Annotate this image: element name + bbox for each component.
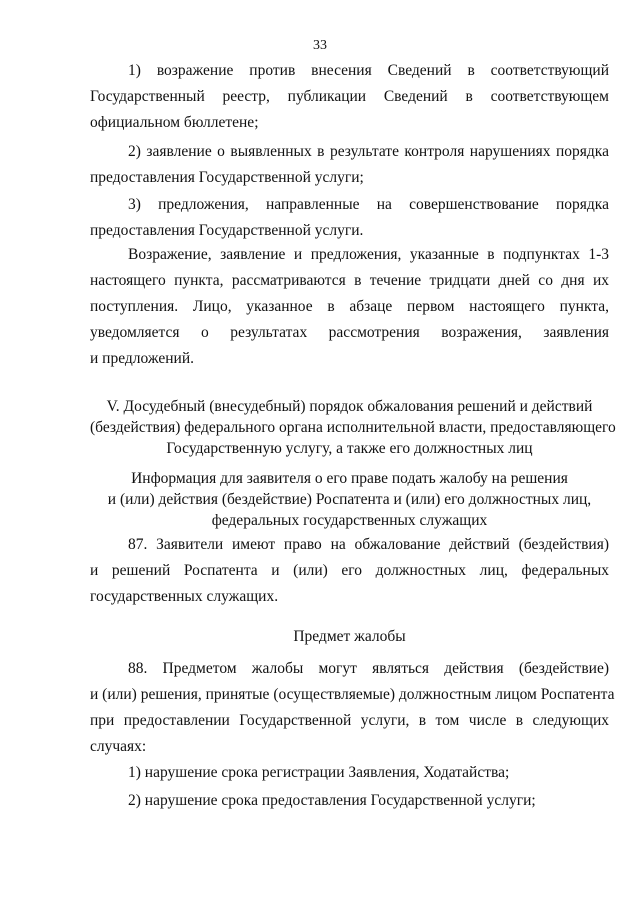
list-item-2-line-1: 2) заявление о выявленных в результате контроля нарушениях порядка bbox=[128, 143, 609, 160]
objection-paragraph-line-1: Возражение, заявление и предложения, указанные в подпунктах 1-3 bbox=[128, 246, 609, 263]
paragraph-87-line-1: 87. Заявители имеют право на обжалование действий (бездействия) bbox=[128, 536, 609, 553]
paragraph-88-line-1: 88. Предметом жалобы могут являться действия (бездействие) bbox=[128, 660, 609, 677]
list-item-3-line-2: предоставления Государственной услуги. bbox=[90, 222, 364, 239]
paragraph-88-line-2: и (или) решения, принятые (осуществляемые) должностным лицом Роспатента bbox=[90, 686, 615, 703]
info-heading-line-3: федеральных государственных служащих bbox=[211, 512, 488, 529]
info-heading-line-1: Информация для заявителя о его праве подать жалобу на решения bbox=[131, 470, 568, 487]
objection-paragraph-line-4: уведомляется о результатах рассмотрения возражения, заявления bbox=[90, 324, 609, 341]
objection-paragraph-line-3: поступления. Лицо, указанное в абзаце первом настоящего пункта, bbox=[90, 298, 609, 315]
list-item-2-line-2: предоставления Государственной услуги; bbox=[90, 169, 364, 186]
section-v-heading-line-3: Государственную услугу, а также его должностных лиц bbox=[166, 440, 533, 457]
paragraph-87-line-2: и решений Роспатента и (или) его должностных лиц, федеральных bbox=[90, 562, 609, 579]
section-v-heading-line-1: V. Досудебный (внесудебный) порядок обжалования решений и действий bbox=[106, 398, 593, 415]
list-88-item-2: 2) нарушение срока предоставления Государственной услуги; bbox=[128, 792, 536, 809]
section-v-heading-line-2: (бездействия) федерального органа исполнительной власти, предоставляющего bbox=[90, 419, 616, 436]
subject-heading: Предмет жалобы bbox=[293, 628, 406, 645]
objection-paragraph-line-2: настоящего пункта, рассматриваются в течение тридцати дней со дня их bbox=[90, 272, 609, 289]
list-88-item-1: 1) нарушение срока регистрации Заявления, Ходатайства; bbox=[128, 764, 510, 781]
objection-paragraph-line-5: и предложений. bbox=[90, 350, 195, 367]
paragraph-88-line-4: случаях: bbox=[90, 738, 147, 755]
list-item-1-line-1: 1) возражение против внесения Сведений в соответствующий bbox=[128, 62, 609, 79]
paragraph-87-line-3: государственных служащих. bbox=[90, 588, 279, 605]
list-item-3-line-1: 3) предложения, направленные на совершенствование порядка bbox=[128, 196, 609, 213]
info-heading-line-2: и (или) действия (бездействие) Роспатента и (или) его должностных лиц, bbox=[107, 491, 592, 508]
page-number: 33 bbox=[313, 38, 327, 53]
list-item-1-line-3: официальном бюллетене; bbox=[90, 114, 259, 131]
list-item-1-line-2: Государственный реестр, публикации Сведений в соответствующем bbox=[90, 88, 609, 105]
paragraph-88-line-3: при предоставлении Государственной услуги, в том числе в следующих bbox=[90, 712, 609, 729]
